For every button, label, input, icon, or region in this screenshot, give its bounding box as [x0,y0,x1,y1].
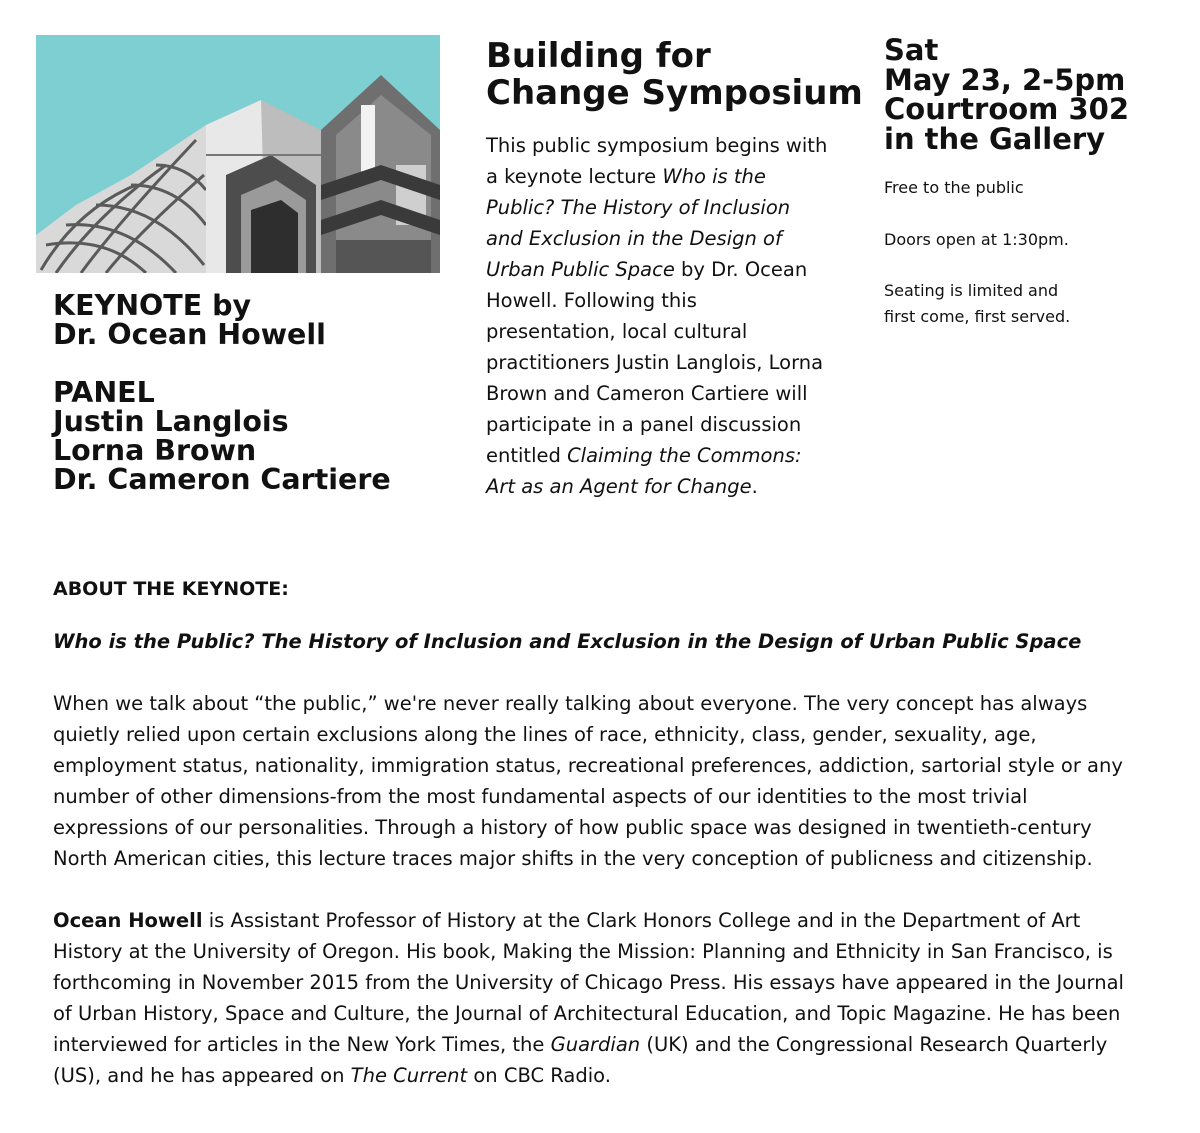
intro-emphasis: Art as an Agent for Change [486,475,752,498]
intro-line [486,440,856,471]
intro-emphasis: Urban Public Space [486,258,675,281]
seating-note [884,278,1184,329]
panelist: Dr. Cameron Cartiere [53,463,391,496]
keynote-description [53,688,1163,874]
speakers-block [53,291,453,494]
note-line: first come, first served. [884,306,1071,326]
panel-label: PANEL [53,376,155,409]
keynote-speaker: Dr. Ocean Howell [53,318,326,351]
note-line: Seating is limited and [884,281,1059,300]
event-venue: in the Gallery [884,121,1106,156]
free-note [884,175,1184,201]
event-day: Sat [884,33,939,67]
event-room: Courtroom 302 [884,92,1130,126]
intro-emphasis: Claiming the Commons: [567,444,802,467]
bio-text: on CBC Radio. [467,1064,611,1087]
intro-line [486,223,856,254]
page-title [486,38,866,112]
event-date-time: May 23, 2-5pm [884,62,1126,97]
bio-line: forthcoming in November 2015 from the University of Chicago Press. His essays have appeared in the Journal [53,971,1124,994]
bio-line: of Urban History, Space and Culture, the Journal of Architectural Education, and Topic Magazine. He has been [53,1002,1121,1025]
bio-emphasis: The Current [350,1064,468,1087]
description-line: number of other dimensions-from the most fundamental aspects of our identities to the most trivial [53,785,1028,808]
note-line: Free to the public [884,178,1024,197]
keynote-title: Who is the Public? The History of Inclusion and Exclusion in the Design of Urban Public Space [53,630,1082,653]
intro-line [486,161,856,192]
note-line: Doors open at 1:30pm. [884,229,1069,249]
intro-emphasis: Who is the [662,165,766,188]
intro-line: practitioners Justin Langlois, Lorna [486,351,824,374]
architecture-image [36,35,440,273]
intro-line [486,254,856,285]
intro-emphasis: Public? The History of Inclusion [486,196,791,219]
speaker-bio [53,905,1163,1091]
bio-text: (US), and he has appeared on [53,1064,351,1087]
title-line-2: Change Symposium [486,73,863,113]
description-line: expressions of our personalities. Through a history of how public space was designed in twentieth-century [53,816,1092,839]
about-keynote-section [53,574,1163,1091]
panelist: Lorna Brown [53,434,257,467]
architecture-collage-graphic [36,35,440,273]
bio-line [53,1029,1163,1060]
intro-line: presentation, local cultural [486,320,748,343]
description-line: employment status, nationality, immigration status, recreational preferences, addiction, sartorial style or any [53,754,1123,777]
intro-text: by Dr. Ocean [674,258,808,281]
intro-line: This public symposium begins with [486,134,828,157]
intro-text: entitled [486,444,568,467]
intro-line [486,192,856,223]
intro-line: Brown and Cameron Cartiere will [486,382,808,405]
bio-text: is Assistant Professor of History at the Clark Honors College and in the Department of Art [202,909,1081,932]
bio-speaker-name: Ocean Howell [53,909,203,932]
description-line: North American cities, this lecture traces major shifts in the very conception of publicness and citizenship. [53,847,1093,870]
description-line: quietly relied upon certain exclusions along the lines of race, ethnicity, class, gender, sexuality, age, [53,723,1037,746]
intro-text: a keynote lecture [486,165,663,188]
doors-note [884,227,1184,253]
description-line: When we talk about “the public,” we're never really talking about everyone. The very concept has always [53,692,1088,715]
title-line-1: Building for [486,36,711,76]
bio-text: (UK) and the Congressional Research Quarterly [640,1033,1108,1056]
intro-line: participate in a panel discussion [486,413,802,436]
bio-emphasis: Guardian [550,1033,641,1056]
section-heading: ABOUT THE KEYNOTE: [53,578,289,600]
intro-text: . [751,475,758,498]
keynote-label: KEYNOTE by [53,289,252,322]
intro-emphasis: and Exclusion in the Design of [486,227,782,250]
intro-paragraph [486,130,856,502]
admission-notes [884,175,1184,355]
panelist: Justin Langlois [53,405,289,438]
bio-line: History at the University of Oregon. His book, Making the Mission: Planning and Ethnicity in San Francisco, is [53,940,1113,963]
event-details [884,33,1184,156]
bio-line [53,1060,1163,1091]
intro-line: Howell. Following this [486,289,697,312]
bio-line [53,905,1163,936]
bio-text: interviewed for articles in the New York Times, the [53,1033,551,1056]
intro-line [486,471,856,502]
